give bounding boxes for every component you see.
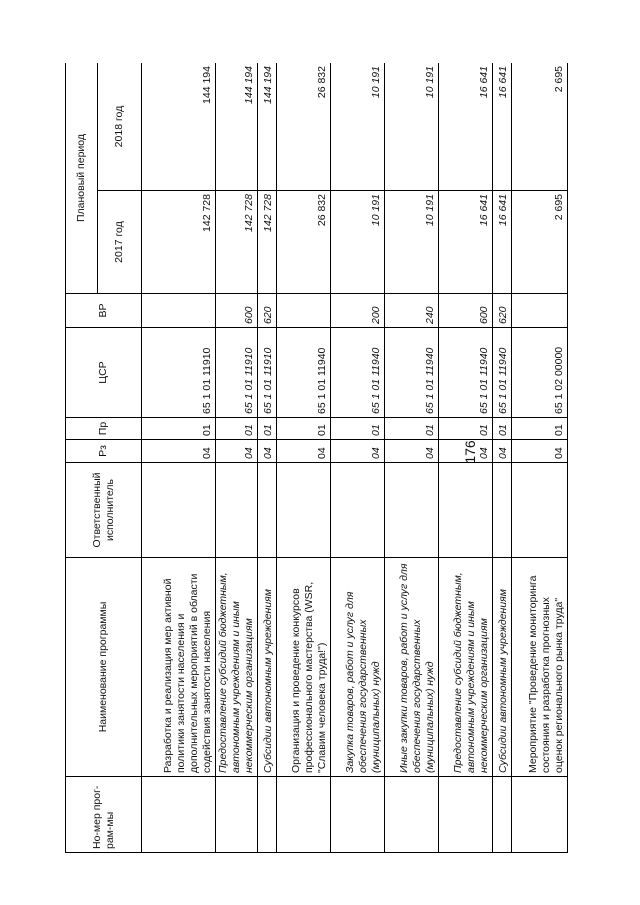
cell-rz: 04 <box>493 440 512 463</box>
budget-table <box>65 63 568 853</box>
cell-y2018: 16 641 <box>439 63 493 191</box>
header-pr: Пр <box>66 418 142 440</box>
cell-num <box>216 777 258 853</box>
cell-executor <box>512 463 568 558</box>
cell-num <box>277 777 331 853</box>
cell-csr: 65 1 01 11940 <box>385 328 439 418</box>
cell-pr: 01 <box>439 418 493 440</box>
cell-vr <box>277 294 331 328</box>
table-row <box>142 63 216 853</box>
cell-num <box>385 777 439 853</box>
cell-rz: 04 <box>439 440 493 463</box>
cell-num <box>258 777 277 853</box>
cell-vr: 240 <box>385 294 439 328</box>
cell-vr <box>512 294 568 328</box>
cell-vr: 620 <box>258 294 277 328</box>
cell-vr: 620 <box>493 294 512 328</box>
cell-y2018: 16 641 <box>493 63 512 191</box>
header-executor: Ответственный исполнитель <box>66 463 142 558</box>
table-row <box>385 63 439 853</box>
cell-y2018: 10 191 <box>385 63 439 191</box>
cell-y2018: 10 191 <box>331 63 385 191</box>
header-name: Наименование программы <box>66 558 142 777</box>
cell-name: Разработка и реализация мер активной политики занятости населения и дополнительных мероприятий в области содействия занятости населения <box>142 558 216 777</box>
rotated-table-inner <box>65 63 570 853</box>
cell-num <box>331 777 385 853</box>
cell-executor <box>216 463 258 558</box>
page-number: 176 <box>462 440 478 464</box>
table-row <box>216 63 258 853</box>
cell-y2017: 142 728 <box>216 191 258 294</box>
header-2017: 2017 год <box>98 191 142 294</box>
cell-y2017: 2 695 <box>512 191 568 294</box>
header-planned: Плановый период <box>66 63 98 294</box>
cell-csr: 65 1 01 11910 <box>216 328 258 418</box>
cell-rz: 04 <box>331 440 385 463</box>
cell-num <box>512 777 568 853</box>
table-row <box>258 63 277 853</box>
table-row <box>331 63 385 853</box>
table-row <box>439 63 493 853</box>
cell-y2018: 144 194 <box>216 63 258 191</box>
cell-executor <box>277 463 331 558</box>
cell-pr: 01 <box>142 418 216 440</box>
cell-name: Закупка товаров, работ и услуг для обеспечения государственных (муниципальных) нужд <box>331 558 385 777</box>
cell-pr: 01 <box>512 418 568 440</box>
table-body <box>142 63 568 853</box>
cell-csr: 65 1 01 11940 <box>493 328 512 418</box>
cell-pr: 01 <box>385 418 439 440</box>
cell-name: Субсидии автономным учреждениям <box>258 558 277 777</box>
cell-csr: 65 1 01 11940 <box>277 328 331 418</box>
cell-executor <box>258 463 277 558</box>
cell-csr: 65 1 01 11940 <box>331 328 385 418</box>
cell-num <box>142 777 216 853</box>
cell-pr: 01 <box>493 418 512 440</box>
cell-name: Иные закупки товаров, работ и услуг для обеспечения государственных (муниципальных) нужд <box>385 558 439 777</box>
rotated-table-frame <box>65 63 570 853</box>
cell-executor <box>331 463 385 558</box>
cell-name: Субсидии автономным учреждениям <box>493 558 512 777</box>
cell-y2017: 10 191 <box>385 191 439 294</box>
cell-y2018: 2 695 <box>512 63 568 191</box>
cell-name: Мероприятие "Проведение мониторинга состояния и разработка прогнозных оценок регионального рынка труда" <box>512 558 568 777</box>
cell-y2017: 142 728 <box>142 191 216 294</box>
header-vr: ВР <box>66 294 142 328</box>
cell-pr: 01 <box>331 418 385 440</box>
cell-y2018: 144 194 <box>142 63 216 191</box>
cell-num <box>439 777 493 853</box>
cell-y2017: 16 641 <box>493 191 512 294</box>
cell-pr: 01 <box>258 418 277 440</box>
cell-rz: 04 <box>216 440 258 463</box>
cell-pr: 01 <box>277 418 331 440</box>
cell-csr: 65 1 02 00000 <box>512 328 568 418</box>
cell-name: Предоставление субсидий бюджетным, автономным учреждениям и иным некоммерческим организациям <box>439 558 493 777</box>
cell-executor <box>439 463 493 558</box>
table-row <box>512 63 568 853</box>
header-2018: 2018 год <box>98 63 142 191</box>
cell-vr <box>142 294 216 328</box>
table-row <box>493 63 512 853</box>
cell-y2017: 142 728 <box>258 191 277 294</box>
header-csr: ЦСР <box>66 328 142 418</box>
cell-rz: 04 <box>512 440 568 463</box>
cell-y2017: 10 191 <box>331 191 385 294</box>
cell-executor <box>385 463 439 558</box>
cell-name: Предоставление субсидий бюджетным, автономным учреждениям и иным некоммерческим организациям <box>216 558 258 777</box>
cell-rz: 04 <box>277 440 331 463</box>
cell-executor <box>493 463 512 558</box>
cell-name: Организация и проведение конкурсов профессионального мастерства (WSR, "Славим человека труда!") <box>277 558 331 777</box>
cell-csr: 65 1 01 11910 <box>258 328 277 418</box>
cell-y2018: 144 194 <box>258 63 277 191</box>
table-row <box>277 63 331 853</box>
cell-vr: 600 <box>216 294 258 328</box>
header-rz: Рз <box>66 440 142 463</box>
cell-pr: 01 <box>216 418 258 440</box>
cell-csr: 65 1 01 11940 <box>439 328 493 418</box>
header-num: Но-мер прог-рам-мы <box>66 777 142 853</box>
cell-vr: 200 <box>331 294 385 328</box>
cell-num <box>493 777 512 853</box>
cell-y2017: 16 641 <box>439 191 493 294</box>
cell-rz: 04 <box>385 440 439 463</box>
cell-rz: 04 <box>142 440 216 463</box>
cell-csr: 65 1 01 11910 <box>142 328 216 418</box>
cell-vr: 600 <box>439 294 493 328</box>
cell-y2018: 26 832 <box>277 63 331 191</box>
cell-y2017: 26 832 <box>277 191 331 294</box>
cell-executor <box>142 463 216 558</box>
cell-rz: 04 <box>258 440 277 463</box>
